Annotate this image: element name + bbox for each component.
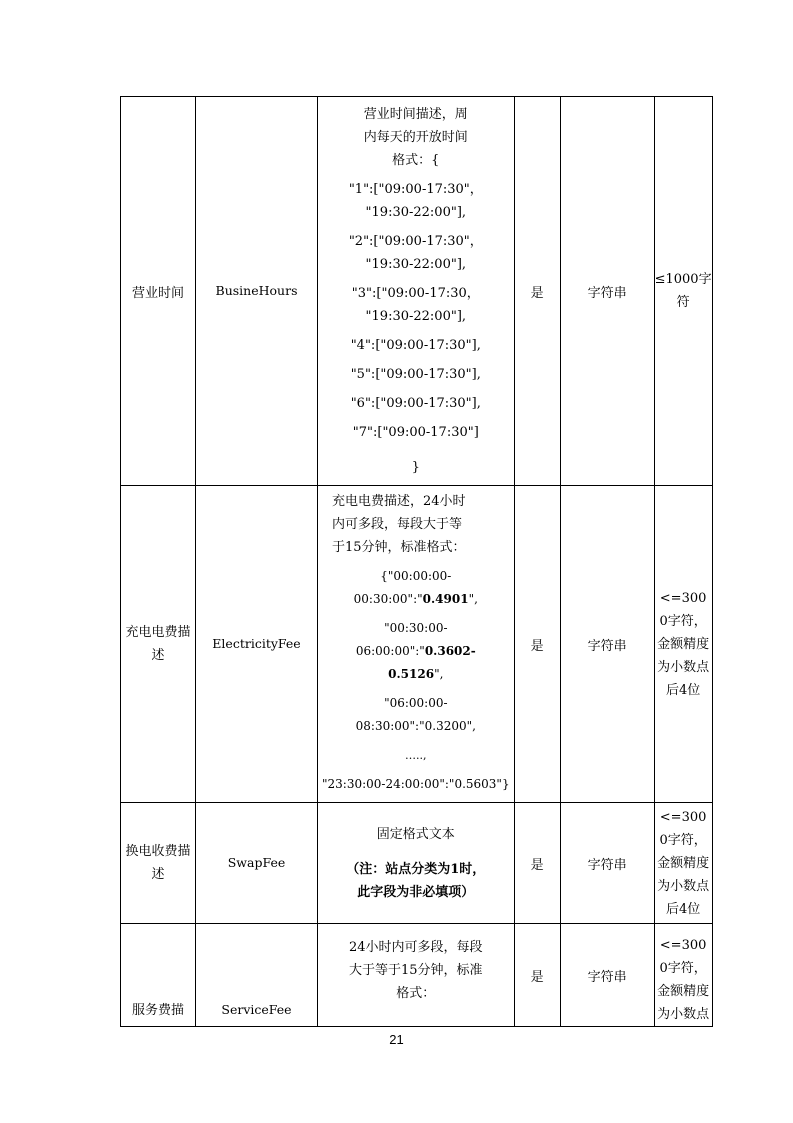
required-value: 是: [530, 638, 544, 654]
fee-line: [322, 588, 510, 611]
length-line: <=300: [659, 590, 707, 606]
length-line: 符: [676, 295, 690, 310]
required-cell: [514, 803, 560, 924]
hours-line: "19:30-22:00"],: [365, 257, 467, 272]
field-code: SwapFee: [227, 855, 286, 870]
desc-line: 内可多段，每段大于等: [332, 517, 463, 532]
desc-note: （注：站点分类为1时，: [346, 861, 486, 877]
field-code: ElectricityFee: [212, 636, 301, 651]
field-name: 换电收费描: [125, 844, 191, 859]
length-line: <=300: [659, 938, 707, 953]
length-line: 为小数点: [657, 659, 710, 675]
fee-price: 0.4901: [422, 592, 469, 606]
field-name: 服务费描: [131, 1003, 184, 1018]
length-line: 为小数点: [657, 1007, 710, 1022]
table-row: [121, 803, 713, 924]
fee-line: {"00:00:00-: [380, 569, 452, 583]
required-cell: [514, 97, 560, 486]
field-name-cell: [121, 803, 196, 924]
hours-line: "4":["09:00-17:30"],: [350, 338, 481, 353]
table-row: [121, 924, 713, 1027]
desc-line: 格式：{: [392, 153, 440, 168]
type-cell: [560, 803, 654, 924]
hours-line: "3":["09:00-17:30，: [351, 286, 480, 301]
length-line: 为小数点: [657, 878, 710, 894]
desc-line: 24小时内可多段，每段: [349, 940, 483, 955]
field-name: 充电电费描: [125, 625, 191, 640]
fee-line: "23:30:00-24:00:00":"0.5603"}: [322, 777, 510, 791]
hours-line: "1":["09:00-17:30"，: [348, 182, 483, 197]
length-cell: [654, 924, 712, 1027]
type-value: 字符串: [587, 285, 627, 301]
length-line: ≤1000字: [654, 272, 712, 287]
fee-price: 0.3602-: [424, 644, 476, 658]
required-value: 是: [530, 969, 544, 985]
required-cell: [514, 486, 560, 803]
field-code-cell: [196, 97, 318, 486]
field-name: 述: [151, 867, 165, 882]
required-value: 是: [530, 285, 544, 301]
hours-line: "5":["09:00-17:30"],: [350, 367, 481, 382]
desc-line: 内每天的开放时间: [363, 130, 468, 145]
fee-sep: ",: [468, 592, 478, 606]
length-line: 0字符，: [659, 613, 707, 629]
desc-note: 此字段为非必填项）: [357, 884, 475, 900]
type-cell: [560, 97, 654, 486]
length-cell: [654, 803, 712, 924]
field-desc-cell: [318, 924, 515, 1027]
hours-line: "19:30-22:00"],: [365, 205, 467, 220]
field-code-cell: [196, 803, 318, 924]
desc-close: }: [411, 460, 420, 475]
length-line: 0字符，: [659, 832, 707, 848]
type-cell: [560, 924, 654, 1027]
desc-line: 营业时间描述，周: [363, 107, 468, 122]
field-name: 述: [151, 648, 165, 663]
fee-time: 06:00:00":": [355, 644, 425, 658]
length-line: 金额精度: [657, 636, 710, 652]
fee-line: "06:00:00-: [384, 696, 448, 710]
fee-sep: ",: [434, 667, 444, 681]
hours-line: "7":["09:00-17:30"]: [352, 425, 479, 440]
required-cell: [514, 924, 560, 1027]
field-code: BusineHours: [215, 283, 298, 298]
field-desc-cell: [318, 803, 515, 924]
length-line: <=300: [659, 809, 707, 825]
fee-time: 00:30:00":": [353, 592, 423, 606]
fee-ellipsis: …..,: [405, 749, 427, 762]
field-name-cell: [121, 924, 196, 1027]
length-line: 金额精度: [657, 855, 710, 871]
type-value: 字符串: [587, 638, 627, 654]
field-code: ServiceFee: [221, 1002, 292, 1017]
desc-line: 格式：: [396, 986, 436, 1001]
field-code-cell: [196, 486, 318, 803]
desc-line: 充电电费描述，24小时: [332, 494, 466, 509]
desc-line: 大于等于15分钟，标准: [349, 963, 483, 978]
type-cell: [560, 486, 654, 803]
type-value: 字符串: [587, 969, 627, 985]
type-value: 字符串: [587, 857, 627, 873]
length-line: 0字符，: [659, 961, 707, 976]
fee-line: [322, 640, 510, 663]
page-number: 21: [389, 1032, 404, 1047]
hours-line: "19:30-22:00"],: [365, 309, 467, 324]
field-name-cell: [121, 486, 196, 803]
fee-line: [322, 663, 510, 686]
desc-line: 于15分钟，标准格式：: [332, 540, 466, 555]
table-row: [121, 97, 713, 486]
field-name: 营业时间: [131, 285, 184, 301]
length-line: 金额精度: [657, 984, 710, 999]
field-spec-table: [120, 96, 713, 1027]
fee-line: "00:30:00-: [384, 621, 448, 635]
fee-line: 08:30:00":"0.3200",: [355, 719, 476, 733]
field-desc-cell: [318, 486, 515, 803]
length-cell: [654, 486, 712, 803]
desc-line: 固定格式文本: [376, 826, 455, 842]
field-desc-cell: [318, 97, 515, 486]
fee-price: 0.5126: [388, 667, 435, 681]
table-row: [121, 486, 713, 803]
hours-line: "6":["09:00-17:30"],: [350, 396, 481, 411]
length-line: 后4位: [665, 682, 701, 698]
hours-line: "2":["09:00-17:30"，: [348, 234, 483, 249]
field-code-cell: [196, 924, 318, 1027]
required-value: 是: [530, 857, 544, 873]
length-cell: [654, 97, 712, 486]
field-name-cell: [121, 97, 196, 486]
length-line: 后4位: [665, 901, 701, 917]
